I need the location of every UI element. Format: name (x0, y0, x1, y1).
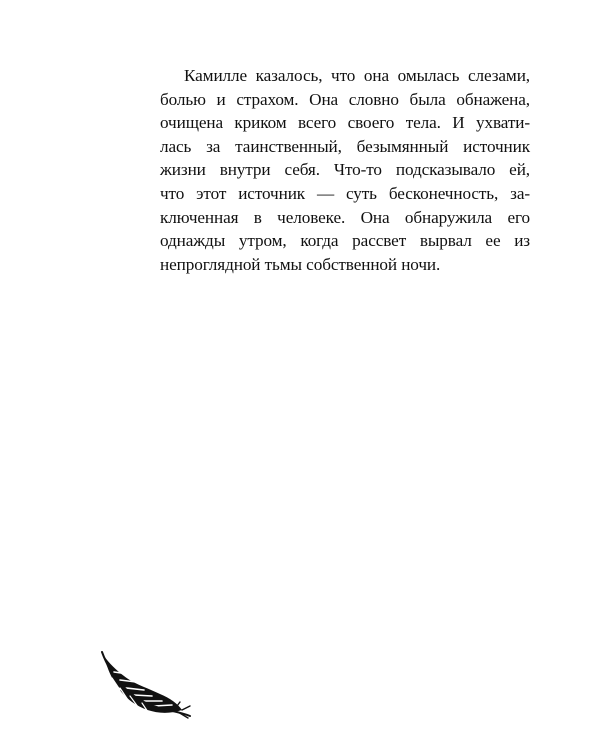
paragraph-line: очищена криком всего своего тела. И ухвати- (160, 113, 530, 133)
paragraph-line: Камилле казалось, что она омылась слезами, (184, 66, 530, 85)
paragraph-line: лась за таинственный, безымянный источник (160, 136, 530, 156)
paragraph-line: ключенная в человеке. Она обнаружила его (160, 207, 530, 227)
paragraph-line: болью и страхом. Она словно была обнажена, (160, 89, 530, 109)
feather-icon (98, 650, 194, 722)
paragraph-line: жизни внутри себя. Что-то подсказывало ей, (160, 160, 530, 180)
paragraph-line: что этот источник — суть бесконечность, за- (160, 183, 530, 203)
paragraph-line: однажды утром, когда рассвет вырвал ее из (160, 231, 530, 251)
body-paragraph (160, 64, 530, 276)
paragraph-line: непроглядной тьмы собственной ночи. (160, 254, 441, 274)
